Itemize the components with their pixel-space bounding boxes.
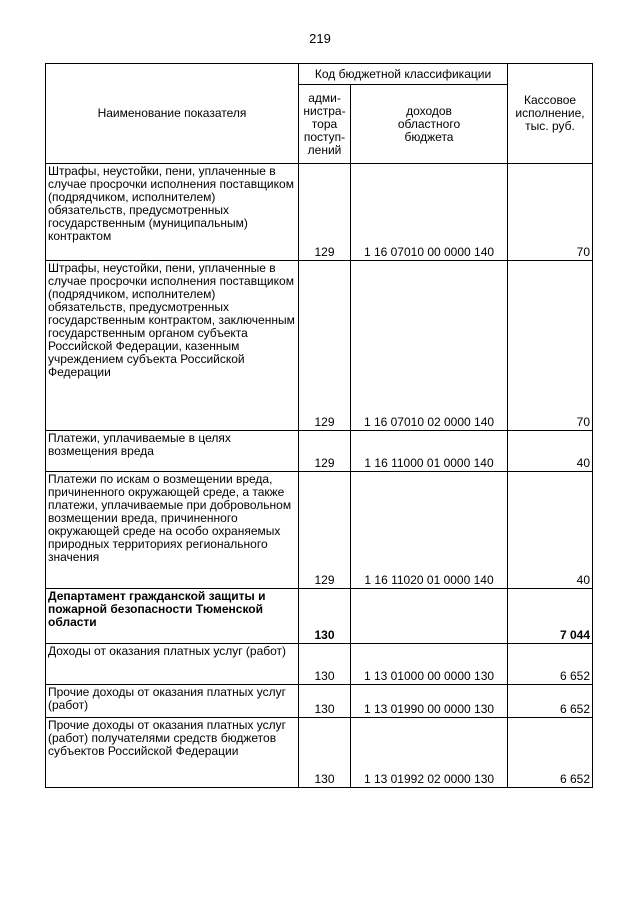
row-name: Штрафы, неустойки, пени, уплаченные в случае просрочки исполнения поставщиком (подрядчиком, исполнителем) обязательств, предусмотренных государственным (муниципальным) контрактом xyxy=(46,164,299,261)
table-row xyxy=(46,644,593,685)
row-amount: 40 xyxy=(508,472,593,589)
row-admin-code: 130 xyxy=(299,589,351,644)
table-row xyxy=(46,431,593,472)
header-admin-text: адми- нистра- тора поступ- лений xyxy=(303,90,346,157)
table-row xyxy=(46,718,593,788)
row-budget-code: 1 16 07010 00 0000 140 xyxy=(351,164,508,261)
row-budget-code: 1 13 01000 00 0000 130 xyxy=(351,644,508,685)
header-name: Наименование показателя xyxy=(46,64,299,164)
row-name: Департамент гражданской защиты и пожарной безопасности Тюменской области xyxy=(46,589,299,644)
table-header xyxy=(46,64,593,164)
header-amount xyxy=(508,64,593,164)
header-code-text: доходов областного бюджета xyxy=(397,103,461,144)
header-amount-text: Кассовое исполнение, тыс. руб. xyxy=(515,93,585,133)
table-row xyxy=(46,472,593,589)
row-budget-code: 1 16 07010 02 0000 140 xyxy=(351,261,508,431)
row-amount: 7 044 xyxy=(508,589,593,644)
header-admin xyxy=(299,85,351,164)
row-amount: 70 xyxy=(508,261,593,431)
table-row xyxy=(46,685,593,718)
row-name: Прочие доходы от оказания платных услуг (работ) xyxy=(46,685,299,718)
row-amount: 70 xyxy=(508,164,593,261)
row-amount: 6 652 xyxy=(508,718,593,788)
page-number: 219 xyxy=(309,31,331,46)
row-admin-code: 129 xyxy=(299,431,351,472)
row-admin-code: 130 xyxy=(299,685,351,718)
row-admin-code: 129 xyxy=(299,261,351,431)
table-row-department xyxy=(46,589,593,644)
row-budget-code: 1 16 11020 01 0000 140 xyxy=(351,472,508,589)
header-classification-code: Код бюджетной классификации xyxy=(299,64,508,85)
row-name: Платежи, уплачиваемые в целях возмещения вреда xyxy=(46,431,299,472)
row-name: Платежи по искам о возмещении вреда, причиненного окружающей среде, а также платежи, уплачиваемые при добровольном возмещении вреда, причиненного окружающей среде на особо охраняемых природных территориях регионального значения xyxy=(46,472,299,589)
row-name: Доходы от оказания платных услуг (работ) xyxy=(46,644,299,685)
row-admin-code: 130 xyxy=(299,644,351,685)
row-budget-code: 1 16 11000 01 0000 140 xyxy=(351,431,508,472)
table-row xyxy=(46,164,593,261)
table-row xyxy=(46,261,593,431)
row-admin-code: 129 xyxy=(299,472,351,589)
table-body xyxy=(46,164,593,788)
row-amount: 40 xyxy=(508,431,593,472)
row-budget-code xyxy=(351,589,508,644)
row-admin-code: 130 xyxy=(299,718,351,788)
row-budget-code: 1 13 01992 02 0000 130 xyxy=(351,718,508,788)
row-name: Прочие доходы от оказания платных услуг (работ) получателями средств бюджетов субъектов Российской Федерации xyxy=(46,718,299,788)
row-amount: 6 652 xyxy=(508,644,593,685)
budget-table xyxy=(45,63,593,788)
row-admin-code: 129 xyxy=(299,164,351,261)
header-code xyxy=(351,85,508,164)
row-amount: 6 652 xyxy=(508,685,593,718)
row-name: Штрафы, неустойки, пени, уплаченные в случае просрочки исполнения поставщиком (подрядчиком, исполнителем) обязательств, предусмотренных государственным контрактом, заключенным государственным органом субъекта Российской Федерации, казенным учреждением субъекта Российской Федерации xyxy=(46,261,299,431)
row-budget-code: 1 13 01990 00 0000 130 xyxy=(351,685,508,718)
